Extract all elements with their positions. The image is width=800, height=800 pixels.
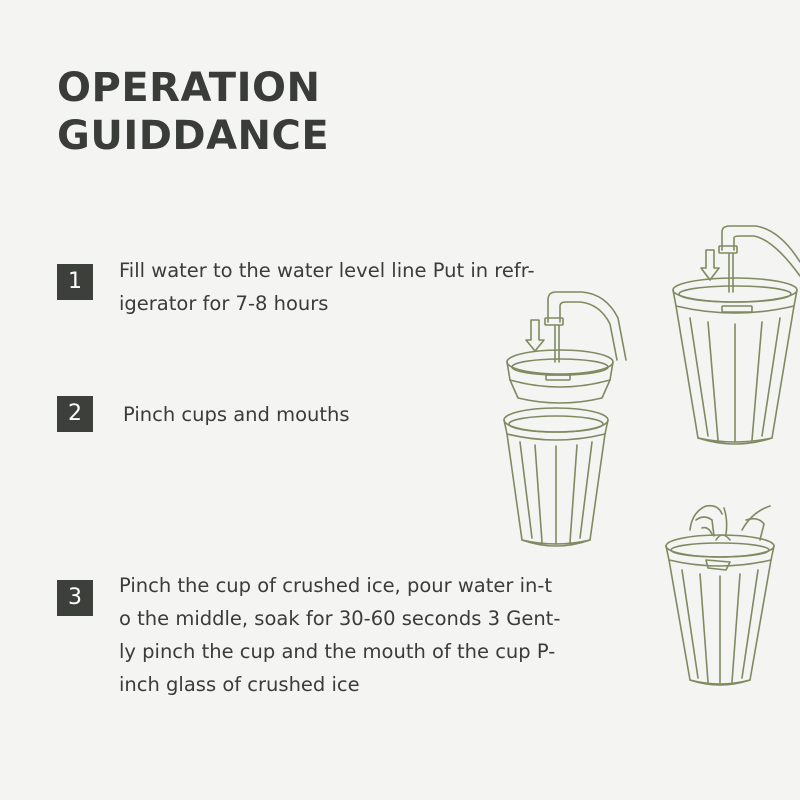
step-text-line: Pinch cups and mouths [123,403,350,426]
ice-cup-icon [673,278,797,444]
step-text-line: ly pinch the cup and the mouth of the cup P- [119,640,556,663]
step-text-line: Fill water to the water level line Put in refr- [119,259,535,282]
step-text-line: o the middle, soak for 30-60 seconds 3 Gent- [119,607,561,630]
ice-cup-icon [666,535,774,685]
page-title-line-2: GUIDDANCE [57,113,330,159]
step-text-line: igerator for 7-8 hours [119,292,329,315]
ice-cup-icon [504,350,613,546]
faucet-icon [719,226,800,292]
arrow-down-icon [701,250,719,280]
step-number-badge: 1 [57,264,93,300]
step-number-badge: 2 [57,396,93,432]
arrow-down-icon [526,320,544,351]
step-number-badge: 3 [57,580,93,616]
step-text-line: inch glass of crushed ice [119,673,360,696]
page-title-line-1: OPERATION [57,65,321,111]
step-text-line: Pinch the cup of crushed ice, pour water in-t [119,574,553,597]
